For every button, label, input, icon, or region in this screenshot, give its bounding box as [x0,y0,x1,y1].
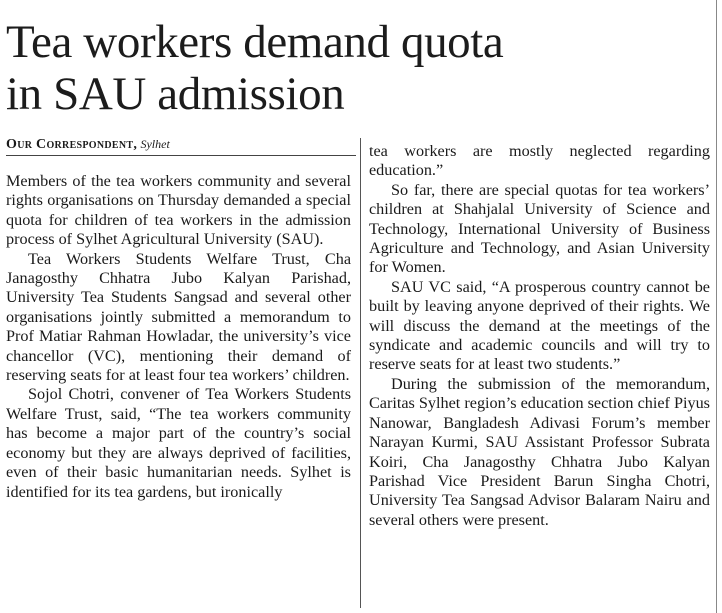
page-edge-rule [716,0,717,613]
paragraph-vc-statement: SAU VC said, “A prosperous country cannot be built by leaving anyone deprived of their rights. We will discuss the demand at the meetings of the syndicate and academic councils and will try to reserve seats for at least two students.” [369,277,710,374]
byline-divider [6,155,356,156]
paragraph-quote-end: tea workers are mostly neglected regarding education.” [369,142,710,180]
column-divider [360,138,361,608]
headline [6,16,706,120]
paragraph-memorandum: Tea Workers Students Welfare Trust, Cha Janagosthy Chhatra Jubo Kalyan Parishad, University Tea Students Sangsad and several other organisations jointly submitted a memorandum to Prof Matiar Rahman Howladar, the university’s vice chancellor (VC), mentioning their demand of reserving seats for at least four tea workers’ children. [6,249,351,385]
paragraph-attendees: During the submission of the memorandum, Caritas Sylhet region’s education section chief Piyus Nanowar, Bangladesh Adivasi Forum’s member Narayan Kurmi, SAU Assistant Professor Subrata Koiri, Cha Janagosthy Chhatra Jubo Kalyan Parishad Vice President Barun Singha Chotri, University Tea Sangsad Advisor Balaram Nairu and several others were present. [369,374,710,529]
headline-line-1: Tea workers demand quota [6,16,504,68]
headline-line-2: in SAU admission [6,68,345,120]
byline-author: Our Correspondent, [6,137,138,152]
paragraph-intro: Members of the tea workers community and several rights organisations on Thursday demanded a special quota for children of tea workers in the admission process of Sylhet Agricultural University (SAU). [6,172,351,249]
paragraph-existing-quotas: So far, there are special quotas for tea workers’ children at Shahjalal University of Science and Technology, International University of Business Agriculture and Technology, and Asian University for Women. [369,180,710,277]
byline [6,136,354,153]
byline-location: Sylhet [140,137,170,151]
article-column-left [6,172,351,502]
article-column-right [369,142,710,530]
paragraph-quote-start: Sojol Chotri, convener of Tea Workers Students Welfare Trust, said, “The tea workers community has become a major part of the country’s social economy but they are always deprived of facilities, even of their basic humanitarian needs. Sylhet is identified for its tea gardens, but ironically [6,385,351,501]
